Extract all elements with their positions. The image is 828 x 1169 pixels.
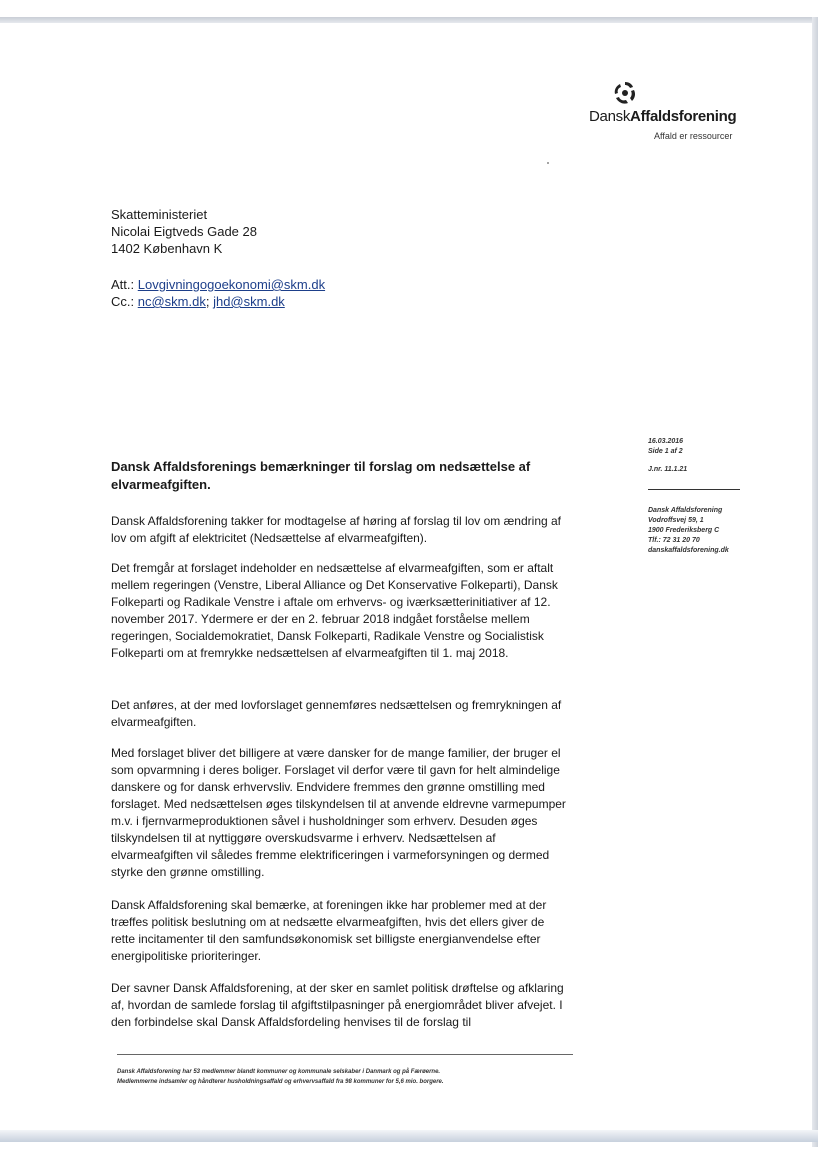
paragraph-5: Dansk Affaldsforening skal bemærke, at foreningen ikke har problemer med at der træffes politisk beslutning om at nedsætte elvarmeafgiften, hvis det ellers giver de rette incitamenter til den samfundsøkonomisk set billigste energianvendelse efter energipolitiske prioriteringer. <box>111 898 547 963</box>
logo-name-light: Dansk <box>589 108 631 125</box>
cc-separator: ; <box>205 294 214 309</box>
sender-org: Dansk Affaldsforening <box>648 507 723 514</box>
paragraph-2: Det fremgår at forslaget indeholder en nedsættelse af elvarmeafgiften, som er aftalt mellem regeringen (Venstre, Liberal Alliance og Det Konservative Folkeparti), Dansk Folkeparti og Radikale Venstre i aftale om erhvervs- og iværksætterinitiativer af 12. november 2017. Ydermere er der en 2. februar 2018 indgået forståelse mellem regeringen, Socialdemokratiet, Dansk Folkeparti, Radikale Venstre og Socialistisk Folkeparti om at fremrykke nedsættelsen af elvarmeafgiften til 1. maj 2018. <box>111 561 558 660</box>
letter-title: Dansk Affaldsforenings bemærkninger til forslag om nedsættelse af elvarmeafgiften. <box>111 459 531 492</box>
recipient-line-3: 1402 København K <box>111 241 223 256</box>
cc-email-link-1[interactable]: nc@skm.dk <box>137 294 206 309</box>
sender-city: 1900 Frederiksberg C <box>648 527 720 534</box>
scan-speck <box>547 162 549 164</box>
sender-phone: Tlf.: 72 31 20 70 <box>648 537 700 544</box>
att-line <box>111 276 325 293</box>
footer-note <box>117 1067 577 1087</box>
paragraph-1: Dansk Affaldsforening takker for modtagelse af høring af forslag til lov om ændring af lov om afgift af elektricitet (Nedsættelse af elvarmeafgiften). <box>111 514 562 545</box>
side-divider <box>648 489 740 490</box>
logo-tagline: Affald er ressourcer <box>654 131 733 141</box>
footer-line-1: Dansk Affaldsforening har 53 medlemmer blandt kommuner og kommunale selskaber i Danmark og på Færøerne. <box>117 1069 441 1075</box>
att-email-link[interactable]: Lovgivningogoekonomi@skm.dk <box>137 277 326 292</box>
footer-line-2: Medlemmerne indsamler og håndterer husholdningsaffald og erhvervsaffald fra 98 kommuner for 5,6 mio. borgere. <box>117 1079 444 1085</box>
paragraph-3: Det anføres, at der med lovforslaget gennemføres nedsættelsen og fremrykningen af elvarmeafgiften. <box>111 698 562 729</box>
sender-street: Vodroffsvej 59, 1 <box>648 517 704 524</box>
recycle-leaf-icon <box>612 80 638 106</box>
recipient-line-2: Nicolai Eigtveds Gade 28 <box>111 224 257 239</box>
paragraph-4: Med forslaget bliver det billigere at være dansker for de mange familier, der bruger el som opvarmning i deres boliger. Forslaget vil derfor være til gavn for helt almindelige danskere og for dansk erhvervsliv. Endvidere fremmes den grønne omstilling med forslaget. Med nedsættelsen øges tilskyndelsen til at anvende eldrevne varmepumper m.v. i fjernvarmeproduktionen såvel i husholdninger som erhverv. Desuden øges tilskyndelsen til at nyttiggøre overskudsvarme i erhverv. Nedsættelsen af elvarmeafgiften vil således fremme elektrificeringen i varmeforsyningen og dermed styrke den grønne omstilling. <box>111 746 566 879</box>
contact-block <box>111 276 325 310</box>
sender-info <box>648 506 729 556</box>
letter-date: 16.03.2016 <box>648 438 684 445</box>
sender-web: danskaffaldsforening.dk <box>648 547 729 554</box>
paragraph-6: Der savner Dansk Affaldsforening, at der sker en samlet politisk drøftelse og afklaring af, hvordan de samlede forslag til afgiftstilpasninger på energiområdet bliver afvejet. I den forbindelse skal Dansk Affaldsfordeling henvises til de forslag til <box>111 981 564 1029</box>
logo-wordmark <box>589 108 736 125</box>
scan-edge-right <box>812 17 818 1147</box>
side-meta <box>648 437 687 475</box>
cc-email-link-2[interactable]: jhd@skm.dk <box>213 294 285 309</box>
att-label: Att.: <box>111 277 138 292</box>
recipient-address <box>111 206 257 257</box>
footer-divider <box>117 1054 573 1055</box>
scan-edge-bottom <box>0 1130 818 1142</box>
recipient-line-1: Skatteministeriet <box>111 207 208 222</box>
logo-name-bold: Affaldsforening <box>630 108 737 125</box>
page-number: Side 1 af 2 <box>648 448 683 455</box>
journal-number: J.nr. 11.1.21 <box>648 466 688 473</box>
cc-label: Cc.: <box>111 294 138 309</box>
cc-line <box>111 293 325 310</box>
